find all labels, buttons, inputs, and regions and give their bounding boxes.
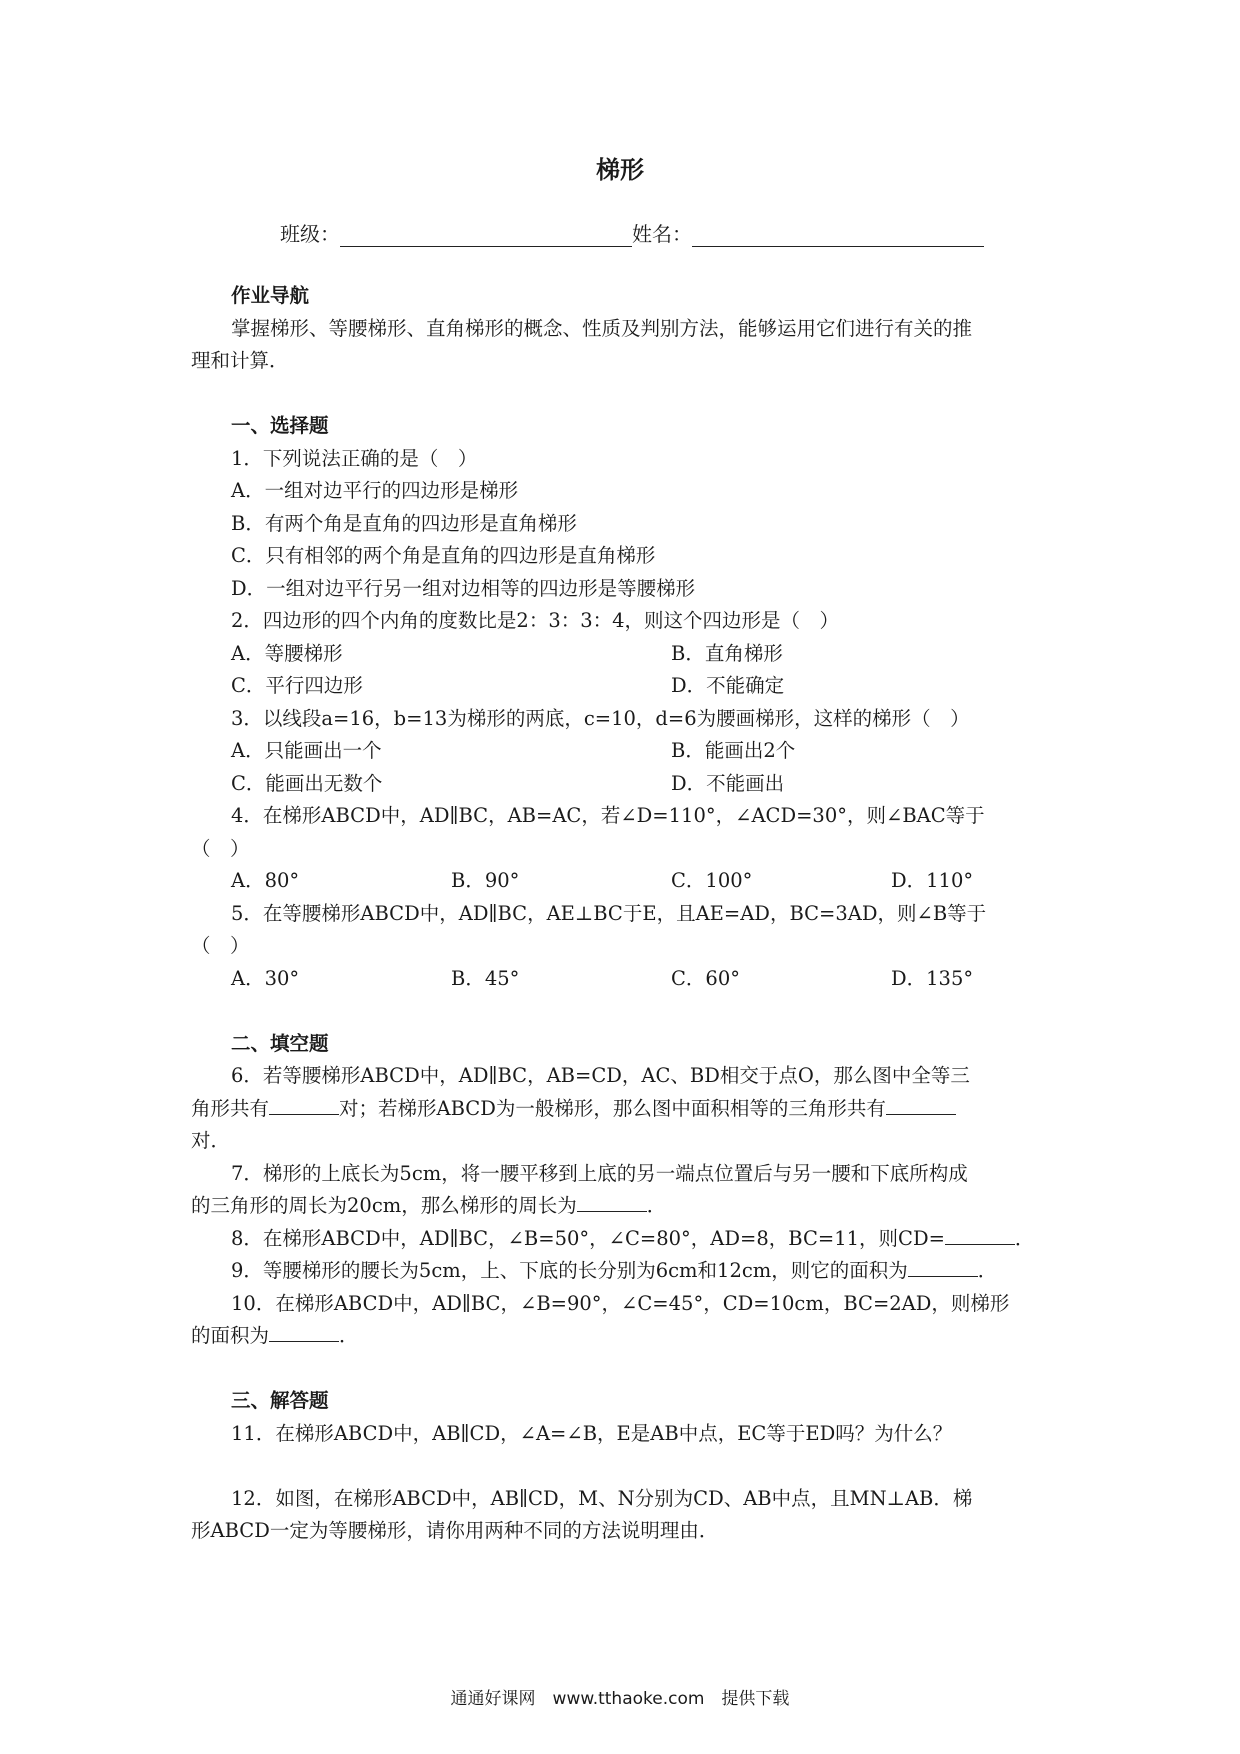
q9-text: 9．等腰梯形的腰长为5cm，上、下底的长分别为6cm和12cm，则它的面积为 ． — [191, 1255, 1051, 1288]
page-title: 梯形 — [596, 156, 644, 184]
q3-options-row2 — [191, 768, 1051, 801]
name-label: 姓名： — [632, 222, 692, 246]
q5-option-d: D．135° — [891, 966, 974, 990]
q7-blank[interactable] — [577, 1191, 647, 1212]
student-info — [280, 218, 984, 247]
q5-option-c: C．60° — [671, 966, 740, 990]
q2-stem: 2．四边形的四个内角的度数比是2：3：3：4，则这个四边形是（ ） — [231, 609, 840, 632]
q4-option-c: C．100° — [671, 869, 753, 892]
footer-credit: 通通好课网 www.tthaoke.com 提供下载 — [450, 1689, 790, 1709]
section1-heading: 一、选择题 — [231, 414, 329, 437]
guide-text-1: 掌握梯形、等腰梯形、直角梯形的概念、性质及判别方法，能够运用它们进行有关的推 — [231, 316, 973, 340]
q5-option-a: A．30° — [231, 966, 300, 990]
section2-heading: 二、填空题 — [231, 1031, 329, 1055]
q3-options-row1 — [191, 735, 1051, 768]
q4-option-d: D．110° — [891, 869, 974, 892]
q3-option-b: B．能画出2个 — [671, 739, 796, 762]
worksheet-body — [191, 280, 1051, 1548]
q12-text-1: 12．如图，在梯形ABCD中，AB∥CD，M、N分别为CD、AB中点，且MN⊥AB．梯 — [231, 1486, 973, 1510]
q4-stem: 4．在梯形ABCD中，AD∥BC，AB=AC，若∠D=110°，∠ACD=30°，则∠BAC等于 — [231, 804, 985, 827]
class-line — [340, 224, 632, 247]
q10-blank[interactable] — [269, 1321, 339, 1342]
q3-option-c: C．能画出无数个 — [231, 771, 383, 795]
q2-option-d: D．不能确定 — [671, 674, 785, 697]
q2-option-b: B．直角梯形 — [671, 641, 783, 665]
q10-text-2: 的面积为 ． — [191, 1320, 1051, 1353]
q1-stem: 1．下列说法正确的是（ ） — [231, 446, 478, 470]
q5-stem: 5．在等腰梯形ABCD中，AD∥BC，AE⊥BC于E，且AE=AD，BC=3AD，则∠B等于 — [231, 901, 987, 925]
q3-option-a: A．只能画出一个 — [231, 739, 382, 762]
guide-text-2: 理和计算． — [191, 349, 289, 372]
q3-option-d: D．不能画出 — [671, 771, 785, 795]
q11-text: 11．在梯形ABCD中，AB∥CD，∠A=∠B，E是AB中点，EC等于ED吗？为什么？ — [231, 1421, 953, 1445]
q8-blank[interactable] — [945, 1224, 1015, 1245]
q1-option-a: A．一组对边平行的四边形是梯形 — [231, 479, 519, 502]
q7-text-2: 的三角形的周长为20cm，那么梯形的周长为 ． — [191, 1190, 1051, 1223]
q5-option-b: B．45° — [451, 966, 520, 990]
q2-options-row1 — [191, 638, 1051, 671]
q4-option-b: B．90° — [451, 869, 520, 892]
q6-text-2: 角形共有 对；若梯形ABCD为一般梯形，那么图中面积相等的三角形共有 — [191, 1093, 1051, 1126]
q6-text-3: 对． — [191, 1129, 231, 1152]
q2-options-row2 — [191, 670, 1051, 703]
q8-text: 8．在梯形ABCD中，AD∥BC，∠B=50°，∠C=80°，AD=8，BC=11，则CD= ． — [191, 1223, 1051, 1256]
q6-blank-2[interactable] — [886, 1094, 956, 1115]
q10-text-1: 10．在梯形ABCD中，AD∥BC，∠B=90°，∠C=45°，CD=10cm，BC=2AD，则梯形 — [231, 1291, 1010, 1315]
guide-heading: 作业导航 — [231, 284, 310, 307]
q3-stem: 3．以线段a=16，b=13为梯形的两底，c=10，d=6为腰画梯形，这样的梯形（ ） — [231, 706, 970, 730]
q2-option-c: C．平行四边形 — [231, 674, 363, 697]
q5-options — [191, 963, 1051, 996]
class-label: 班级： — [280, 222, 340, 246]
q1-option-b: B．有两个角是直角的四边形是直角梯形 — [231, 511, 577, 535]
q5-stem-paren: （ ） — [191, 934, 250, 957]
q12-text-2: 形ABCD一定为等腰梯形，请你用两种不同的方法说明理由． — [191, 1519, 719, 1542]
q9-blank[interactable] — [908, 1256, 978, 1277]
q4-option-a: A．80° — [231, 869, 300, 892]
q1-option-d: D．一组对边平行另一组对边相等的四边形是等腰梯形 — [231, 576, 696, 600]
q6-text-1: 6．若等腰梯形ABCD中，AD∥BC，AB=CD，AC、BD相交于点O，那么图中全等三 — [231, 1064, 970, 1087]
section3-heading: 三、解答题 — [231, 1389, 329, 1412]
q6-blank-1[interactable] — [269, 1094, 339, 1115]
q1-option-c: C．只有相邻的两个角是直角的四边形是直角梯形 — [231, 544, 656, 567]
q2-option-a: A．等腰梯形 — [231, 641, 343, 665]
name-line — [692, 224, 984, 247]
q4-options — [191, 865, 1051, 898]
q4-stem-paren: （ ） — [191, 836, 250, 860]
q7-text-1: 7．梯形的上底长为5cm，将一腰平移到上底的另一端点位置后与另一腰和下底所构成 — [231, 1161, 968, 1185]
